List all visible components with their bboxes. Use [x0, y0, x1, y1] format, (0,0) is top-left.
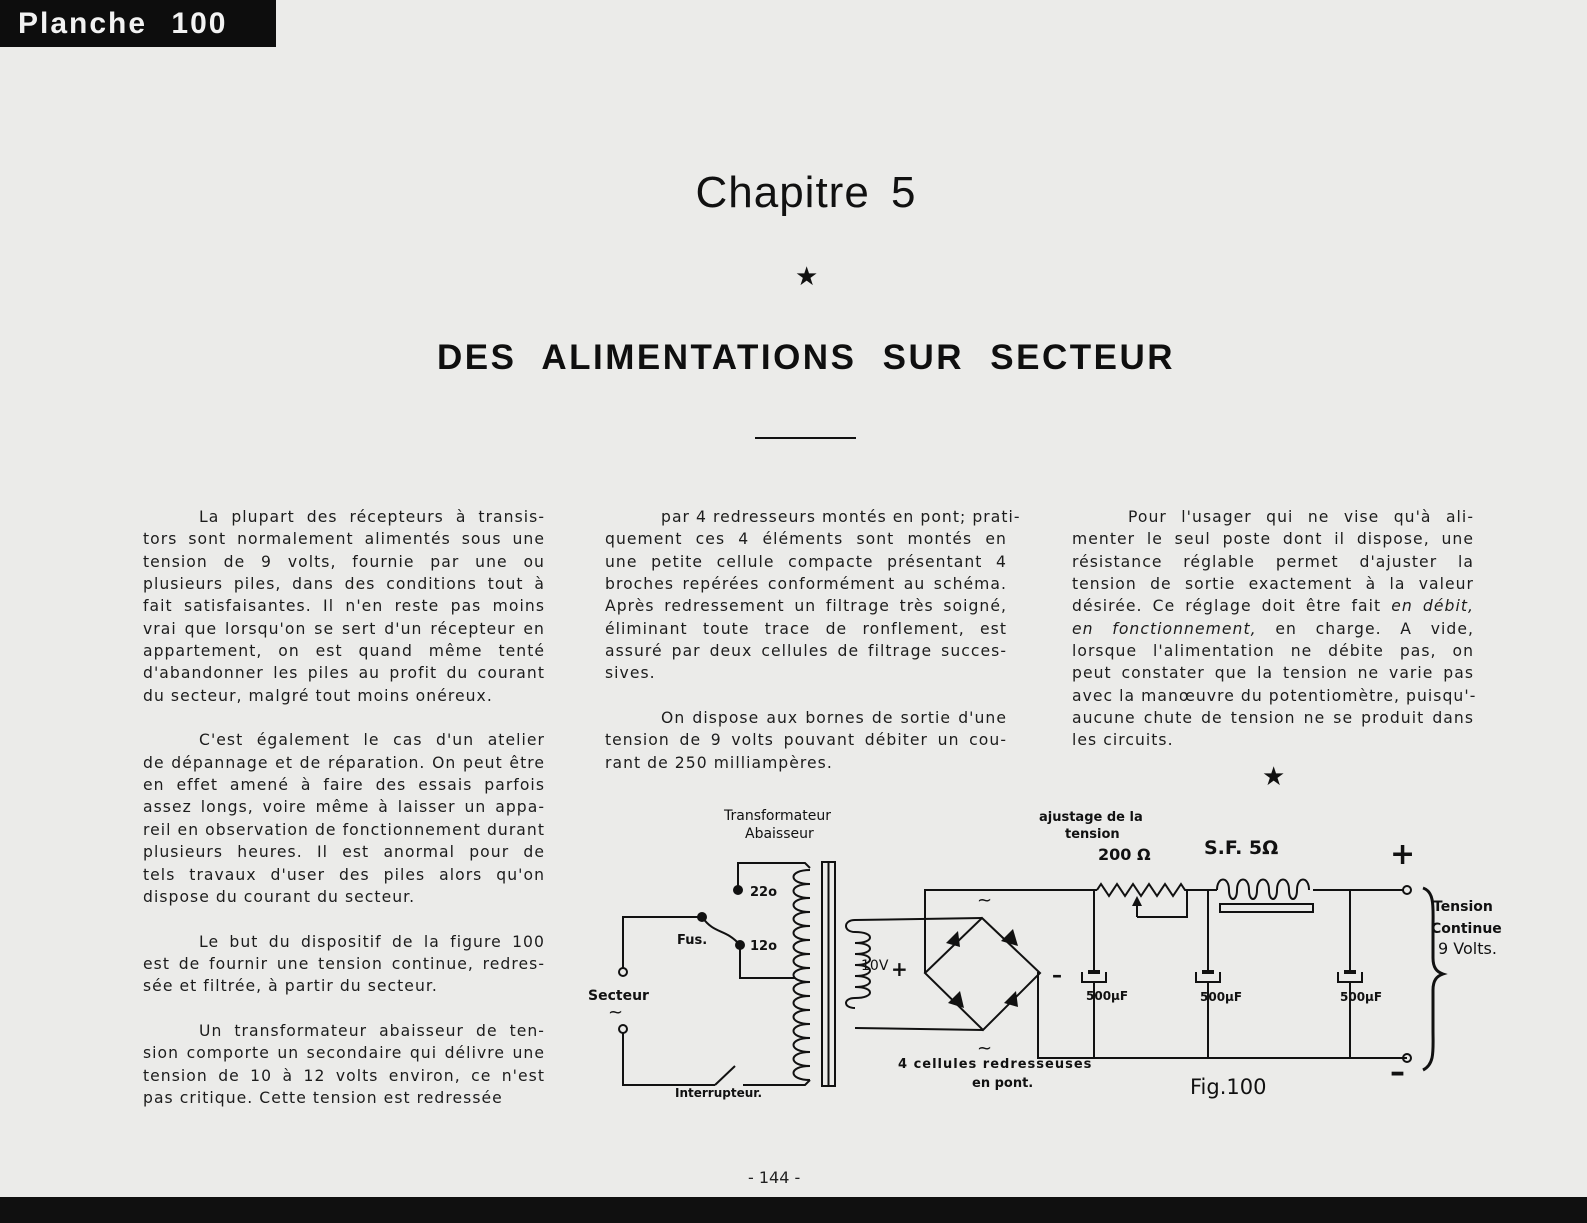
text-line: rant de 250 milliampères. [605, 753, 833, 772]
chapter-heading: Chapitre 5 [695, 168, 917, 217]
text-line: Après redressement un filtrage très soigné, [605, 597, 1007, 616]
pot-label: ajustage de la [1039, 810, 1143, 825]
text-line: du secteur, malgré tout moins onéreux. [143, 686, 493, 705]
text-column-1 [143, 506, 545, 1109]
capacitor-label: 500µF [1200, 990, 1243, 1004]
star-ornament-icon: ★ [795, 262, 819, 292]
choke-core [1220, 904, 1313, 912]
text-line: une petite cellule compacte présentant 4 [605, 552, 1007, 571]
text-line: désirée. Ce réglage doit être fait en débit, [1072, 597, 1474, 616]
paragraph-gap [143, 908, 545, 930]
text-line: tels travaux d'user des piles alors qu'on [143, 865, 545, 884]
text-line: est de fournir une tension continue, redres- [143, 954, 545, 973]
text-line: tors sont normalement alimentés sous une [143, 530, 545, 549]
secondary-voltage-label: 10V [861, 958, 889, 974]
ac-symbol-icon: ~ [977, 1038, 993, 1059]
text-line: en fonctionnement, en charge. A vide, [1072, 619, 1475, 638]
text-line: plusieurs piles, dans des conditions tout à [143, 575, 545, 594]
filter-choke [1217, 880, 1403, 900]
figure-caption: Fig.100 [1190, 1075, 1267, 1099]
text-column-3 [1072, 506, 1477, 752]
text-line: menter le seul poste dont il dispose, une [1072, 530, 1474, 549]
paragraph-gap [143, 998, 545, 1020]
text-line: On dispose aux bornes de sortie d'une [661, 709, 1007, 728]
text-line: tension de 9 volts pouvant débiter un cou- [605, 731, 1007, 750]
switch-blade [715, 1066, 735, 1085]
text-line: C'est également le cas d'un atelier [199, 731, 545, 750]
potentiometer [1097, 884, 1217, 896]
choke-label: S.F. 5Ω [1204, 837, 1279, 859]
tap-220-label: 22o [750, 885, 778, 900]
transformer-label: Abaisseur [745, 826, 814, 842]
text-line: Le but du dispositif de la figure 100 [199, 932, 545, 951]
text-line: dispose du courant du secteur. [143, 887, 416, 906]
page-number: - 144 - [748, 1168, 801, 1187]
text-line: d'abandonner les piles au profit du courant [143, 664, 545, 683]
text-line: sion comporte un secondaire qui délivre une [143, 1044, 545, 1063]
text-line: tension de sortie exactement à la valeur [1072, 575, 1474, 594]
text-line: par 4 redresseurs montés en pont; prati- [661, 508, 1021, 526]
plus-sign: + [891, 957, 908, 981]
text-line: sives. [605, 664, 656, 683]
bridge-label: 4 cellules redresseuses [898, 1057, 1093, 1072]
minus-sign: – [1052, 963, 1062, 987]
ac-symbol-icon: ~ [608, 1002, 624, 1023]
text-line: broches repérées conformément au schéma. [605, 575, 1007, 594]
mains-label: Secteur [588, 988, 649, 1004]
text-line: aucune chute de tension ne se produit dans [1072, 709, 1474, 728]
switch-label: Interrupteur. [675, 1086, 763, 1100]
output-terminal-positive [1403, 886, 1411, 894]
capacitor-label: 500µF [1340, 990, 1383, 1004]
text-line: avec la manœuvre du potentiomètre, puisqu'- [1072, 686, 1477, 705]
transformer-label: Transformateur [724, 808, 831, 824]
diode-icon [946, 931, 960, 947]
text-line: assuré par deux cellules de filtrage succes- [605, 642, 1007, 661]
plate-label: Planche 100 [0, 0, 276, 47]
text-line: de dépannage et de réparation. On peut être [143, 753, 545, 772]
text-line: Pour l'usager qui ne vise qu'à ali- [1128, 508, 1474, 526]
text-line: en effet amené à faire des essais parfois [143, 776, 545, 795]
output-brace [1423, 888, 1443, 1070]
scan-border [0, 1197, 1587, 1223]
text-line: tension de 9 volts, fournie par une ou [143, 552, 545, 571]
text-line: La plupart des récepteurs à transis- [199, 508, 545, 526]
text-line: appartement, on est quand même tenté [143, 642, 545, 661]
bridge-label: en pont. [972, 1076, 1034, 1091]
diode-icon [948, 991, 964, 1008]
text-line: fait satisfaisantes. Il n'en reste pas moins [143, 597, 545, 616]
output-plus: + [1390, 837, 1416, 872]
pot-label: tension [1065, 827, 1120, 842]
text-line: reil en observation de fonctionnement durant [143, 820, 545, 839]
wiper-arrow-icon [1132, 896, 1142, 906]
text-line: les circuits. [1072, 731, 1174, 750]
fuse-link [702, 917, 740, 945]
tap-120-label: 12o [750, 939, 778, 954]
text-line: sée et filtrée, à partir du secteur. [143, 977, 438, 996]
diode-icon [1004, 991, 1018, 1007]
text-line: quement ces 4 éléments sont montés en [605, 530, 1007, 549]
schematic-wiring [619, 862, 1443, 1086]
power-supply-schematic [580, 800, 1510, 1110]
bridge-rectifier [925, 918, 1040, 1030]
output-label: 9 Volts. [1438, 939, 1497, 958]
output-minus: – [1390, 1055, 1405, 1090]
ac-symbol-icon: ~ [977, 890, 993, 911]
output-label: Tension [1433, 899, 1493, 915]
paragraph-gap [143, 707, 545, 729]
text-line: vrai que lorsqu'on se sert d'un récepteur en [143, 619, 545, 638]
paragraph-gap [605, 685, 1007, 707]
page-title: DES ALIMENTATIONS SUR SECTEUR [436, 338, 1176, 377]
text-line: éliminant toute trace de ronflement, est [605, 619, 1007, 638]
text-column-2 [605, 506, 1021, 774]
text-line: Un transformateur abaisseur de ten- [199, 1021, 545, 1040]
output-label: Continue [1431, 921, 1502, 937]
pot-value: 200 Ω [1098, 845, 1151, 864]
mains-terminal-top [619, 968, 627, 976]
text-line: assez longs, voire même à laisser un appa- [143, 798, 545, 817]
title-divider [755, 437, 856, 439]
text-line: tension de 10 à 12 volts environ, ce n'est [143, 1066, 545, 1085]
text-line: pas critique. Cette tension est redressée [143, 1088, 503, 1107]
star-ornament-icon: ★ [1262, 762, 1286, 792]
fuse-label: Fus. [677, 933, 708, 948]
text-line: lorsque l'alimentation ne débite pas, on [1072, 642, 1474, 661]
mains-terminal-bottom [619, 1025, 627, 1033]
text-line: plusieurs heures. Il est anormal pour de [143, 843, 545, 862]
text-line: résistance réglable permet d'ajuster la [1072, 552, 1474, 571]
text-line: peut constater que la tension ne varie pas [1072, 664, 1474, 683]
primary-coil [794, 870, 811, 1080]
capacitor-label: 500µF [1086, 989, 1129, 1003]
